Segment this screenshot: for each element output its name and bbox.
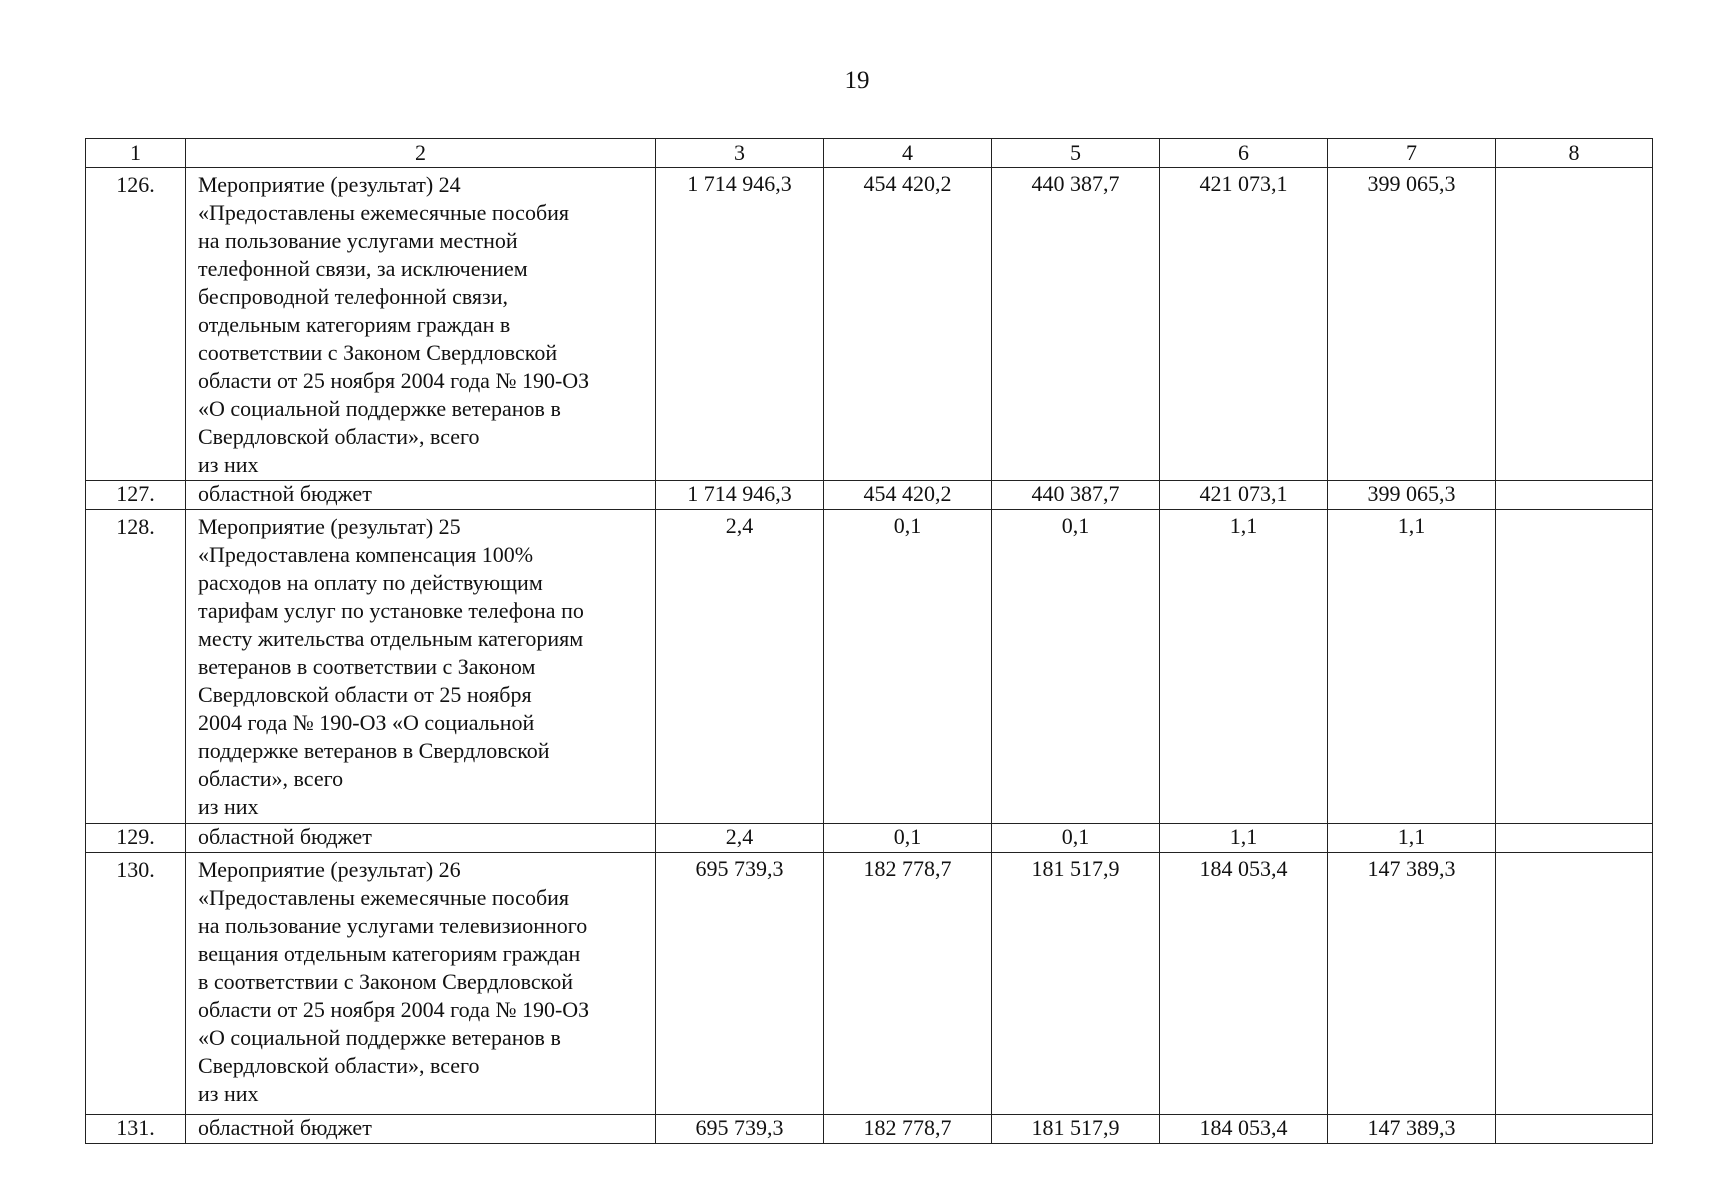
value-cell: 695 739,3	[656, 853, 824, 1115]
description-line: Свердловской области», всего	[198, 424, 480, 449]
description-line: в соответствии с Законом Свердловской	[198, 969, 574, 994]
description-line: «Предоставлены ежемесячные пособия	[198, 885, 570, 910]
header-cell: 5	[992, 139, 1160, 168]
value-cell: 0,1	[992, 510, 1160, 824]
table-row	[86, 1115, 1653, 1144]
row-number: 130.	[86, 853, 186, 1115]
description-line: «Предоставлена компенсация 100%	[198, 542, 534, 567]
value-cell: 454 420,2	[824, 481, 992, 510]
value-cell: 181 517,9	[992, 1115, 1160, 1144]
row-number: 129.	[86, 824, 186, 853]
value-cell: 440 387,7	[992, 168, 1160, 481]
description-line: телефонной связи, за исключением	[198, 256, 528, 281]
row-number: 131.	[86, 1115, 186, 1144]
row-description	[186, 481, 656, 510]
value-cell: 181 517,9	[992, 853, 1160, 1115]
value-cell: 454 420,2	[824, 168, 992, 481]
description-line: из них	[198, 794, 259, 819]
description-line: областной бюджет	[198, 481, 372, 506]
description-line: месту жительства отдельным категориям	[198, 626, 584, 651]
value-cell	[1496, 168, 1653, 481]
value-cell: 421 073,1	[1160, 481, 1328, 510]
description-line: областной бюджет	[198, 824, 372, 849]
row-description	[186, 168, 656, 481]
table-row	[86, 510, 1653, 824]
description-line: «О социальной поддержке ветеранов в	[198, 1025, 561, 1050]
value-cell: 1 714 946,3	[656, 168, 824, 481]
value-cell: 1,1	[1328, 824, 1496, 853]
value-cell	[1496, 824, 1653, 853]
row-description	[186, 510, 656, 824]
description-line: беспроводной телефонной связи,	[198, 284, 509, 309]
header-row	[86, 139, 1653, 168]
row-number: 128.	[86, 510, 186, 824]
description-line: на пользование услугами местной	[198, 228, 518, 253]
value-cell: 182 778,7	[824, 1115, 992, 1144]
description-line: тарифам услуг по установке телефона по	[198, 598, 584, 623]
value-cell: 182 778,7	[824, 853, 992, 1115]
description-line: вещания отдельным категориям граждан	[198, 941, 581, 966]
header-cell: 7	[1328, 139, 1496, 168]
header-cell: 4	[824, 139, 992, 168]
value-cell: 0,1	[992, 824, 1160, 853]
description-line: расходов на оплату по действующим	[198, 570, 543, 595]
value-cell: 399 065,3	[1328, 168, 1496, 481]
header-cell: 3	[656, 139, 824, 168]
description-line: поддержке ветеранов в Свердловской	[198, 738, 550, 763]
page-number: 19	[844, 67, 870, 94]
table-row	[86, 168, 1653, 481]
value-cell	[1496, 1115, 1653, 1144]
value-cell: 399 065,3	[1328, 481, 1496, 510]
description-line: из них	[198, 1081, 259, 1106]
value-cell: 1,1	[1160, 824, 1328, 853]
row-number: 126.	[86, 168, 186, 481]
value-cell: 147 389,3	[1328, 1115, 1496, 1144]
value-cell	[1496, 481, 1653, 510]
row-description	[186, 853, 656, 1115]
value-cell: 2,4	[656, 510, 824, 824]
description-line: «Предоставлены ежемесячные пособия	[198, 200, 570, 225]
description-line: на пользование услугами телевизионного	[198, 913, 588, 938]
description-line: соответствии с Законом Свердловской	[198, 340, 558, 365]
description-line: ветеранов в соответствии с Законом	[198, 654, 536, 679]
value-cell	[1496, 510, 1653, 824]
value-cell	[1496, 853, 1653, 1115]
row-description	[186, 1115, 656, 1144]
description-line: области от 25 ноября 2004 года № 190-ОЗ	[198, 997, 590, 1022]
table-row	[86, 481, 1653, 510]
description-line: Свердловской области от 25 ноября	[198, 682, 532, 707]
row-number: 127.	[86, 481, 186, 510]
description-line: Мероприятие (результат) 24	[198, 172, 461, 197]
header-cell: 6	[1160, 139, 1328, 168]
value-cell: 184 053,4	[1160, 1115, 1328, 1144]
description-line: «О социальной поддержке ветеранов в	[198, 396, 561, 421]
description-line: Свердловской области», всего	[198, 1053, 480, 1078]
value-cell: 695 739,3	[656, 1115, 824, 1144]
value-cell: 0,1	[824, 824, 992, 853]
description-line: Мероприятие (результат) 25	[198, 514, 461, 539]
header-cell: 2	[186, 139, 656, 168]
value-cell: 440 387,7	[992, 481, 1160, 510]
description-line: Мероприятие (результат) 26	[198, 857, 461, 882]
value-cell: 147 389,3	[1328, 853, 1496, 1115]
description-line: 2004 года № 190-ОЗ «О социальной	[198, 710, 535, 735]
table-row	[86, 853, 1653, 1115]
budget-table	[85, 138, 1653, 1144]
header-cell: 1	[86, 139, 186, 168]
description-line: из них	[198, 452, 259, 477]
value-cell: 1,1	[1160, 510, 1328, 824]
value-cell: 1,1	[1328, 510, 1496, 824]
description-line: области от 25 ноября 2004 года № 190-ОЗ	[198, 368, 590, 393]
description-line: области», всего	[198, 766, 344, 791]
header-cell: 8	[1496, 139, 1653, 168]
description-line: областной бюджет	[198, 1115, 372, 1140]
value-cell: 2,4	[656, 824, 824, 853]
value-cell: 184 053,4	[1160, 853, 1328, 1115]
description-line: отдельным категориям граждан в	[198, 312, 511, 337]
value-cell: 0,1	[824, 510, 992, 824]
value-cell: 421 073,1	[1160, 168, 1328, 481]
value-cell: 1 714 946,3	[656, 481, 824, 510]
table-row	[86, 824, 1653, 853]
row-description	[186, 824, 656, 853]
